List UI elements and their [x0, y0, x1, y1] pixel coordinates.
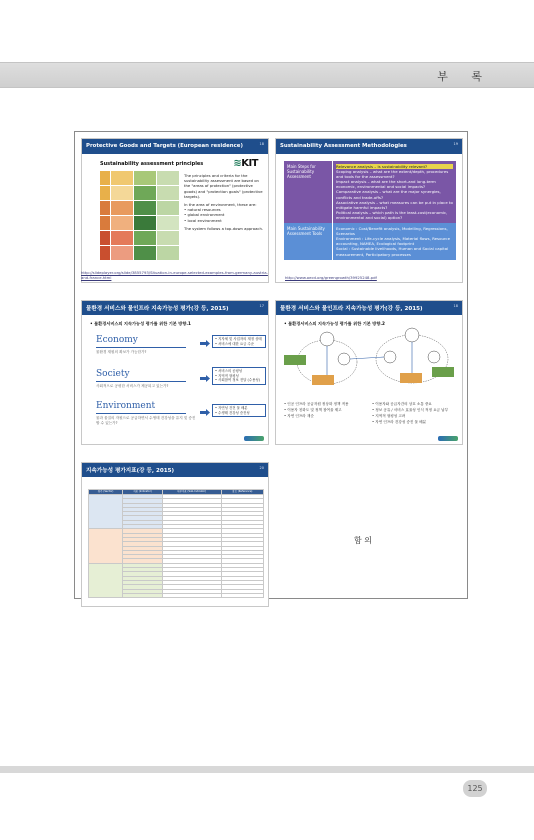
- left-notes: • 인공 인프라 공급자원 정상화 정책 적용 • 이용자 친화도 및 정책 참여율 제고 • 자연 인프라 재순: [284, 402, 349, 418]
- principles-text: The principles and criteria for the sustainability assessment are based on the "areas of protection" (protective goods) and "protection goals" (protective targets). In the area of environment, these are: • natural resources • global environment • local environment The system follows a top-down approach.: [184, 173, 264, 231]
- economy-heading: Economy: [96, 335, 138, 345]
- society-question: 사회적으로 공평한 서비스가 제공되고 있는가?: [96, 384, 169, 388]
- row-label: Main Sustainability Assessment Tools: [284, 223, 332, 260]
- arrow-right-icon: [200, 409, 210, 416]
- indicator-table: 평가 (Sector) 지표 (Indicator) 세부지표 (Sub-Indicator) 참조 (Reference): [88, 489, 264, 598]
- economy-criteria: • 지자체 및 사업자의 재정 상태 • 서비스에 대한 요금 수준: [212, 335, 266, 348]
- environment-criteria: • 자연성 건전 물 배분 • 수생태 건강성 증진성: [212, 404, 266, 417]
- arrow-right-icon: [200, 340, 210, 347]
- environment-heading: Environment: [96, 401, 156, 411]
- footer-band: [0, 766, 534, 773]
- implications-label: 함 의: [354, 536, 372, 545]
- society-criteria: • 서비스의 공평성 • 지역적 형평성 • 사회참여 정보 전달 (수용성): [212, 367, 266, 385]
- right-notes: • 이용자와 공급자간의 상호 소통 중요 • 정보 공유 / 서비스 효율성 인식 적정 요금 납부 • 지역적 형평성 고려 • 자연 인프라 건강성 증진 물 배분: [372, 402, 449, 424]
- slide-title: Sustainability Assessment Methodologies: [276, 139, 462, 154]
- economy-question: 물환경 재원의 확보가 가능한가?: [96, 350, 147, 354]
- principles-matrix: [100, 171, 180, 269]
- slide-bullet: • 물환경서비스의 지속가능성 평가를 위한 기본 방향.2: [284, 321, 385, 326]
- slide-bullet: • 물환경서비스의 지속가능성 평가를 위한 기본 방향.1: [90, 321, 191, 326]
- slide-esc-direction-1: 물환경 서비스와 물인프라 지속가능성 평가(강 등, 2015) 17 • 물환경서비스의 지속가능성 평가를 위한 기본 방향.1 Economy 물환경 재원의 확보가 가능한가? • 지자체 및 사업자의 재정 상태 • 서비스에 대한 요금 수준 Society 사회적으로 공평한 서비스가 제공되고 있는가? • 서비스의 공평성 • 지역적 형평성 • 사회참여 정보 전달 (수용성) Environment 물과 물질의 자원으로 공급하면서 수생태 건강성을 유지 및 증진할 수 있는가? • 자연성 건전 물 배분 • 수생태 건강성 증진성: [81, 300, 269, 445]
- slide-sheet: [74, 131, 468, 599]
- stakeholder-diagram: [282, 327, 458, 397]
- row-label: Main Steps for Sustainability Assessment: [284, 161, 332, 223]
- tools-list: Economic : Cost/Benefit analysis, Modelling, Regressions, Scenarios Environment : Life-cycle analysis, Material flows, Resource accounting, NAMEA, Ecological footprint Social : Sustainable livelihoods, Human and Social capital measurement, Participatory processes: [332, 223, 456, 260]
- steps-list: Relevance analysis – is sustainability relevant? Scoping analysis – what are the extent/depth, procedures and tools for the assessment? Impact analysis – what are the short-and long-term economic, environmental and social impacts? Comparative analysis – what are the major synergies, conflicts and trade-offs? Associative analysis – what measures can be put in place to mitigate harmful impacts? Political analysis – which path is the least-cost(economic, environmental and social) option?: [332, 161, 456, 223]
- slide-indicators: 지속가능성 평가지표(강 등, 2015) 20 평가 (Sector) 지표 (Indicator) 세부지표 (Sub-Indicator) 참조 (Reference): [81, 462, 269, 607]
- slide-title: 물환경 서비스와 물인프라 지속가능성 평가(강 등, 2015): [82, 301, 268, 315]
- source-link-2[interactable]: http://www.oecd.org/greengrowth/39925248.pdf: [285, 275, 377, 280]
- slide-subtitle: Sustainability assessment principles: [100, 161, 204, 167]
- methodology-table: [284, 161, 456, 260]
- footer-logo: [244, 436, 264, 441]
- appendix-header-band: [0, 62, 534, 88]
- kit-logo: ≋KIT: [233, 158, 258, 169]
- slide-esc-direction-2: 물환경 서비스와 물인프라 지속가능성 평가(강 등, 2015) 18 • 물환경서비스의 지속가능성 평가를 위한 기본 방향.2 • 인공 인프라 공급자원 정상화 정책 적용 • 이용자 친화도 및 정책 참여율 제고 • 자연 인프라 재순 • 이용자와 공급자간의 상호 소통 중요 • 정보 공유 / 서비스 효율성 인식 적정 요금 납부 • 지역적 형평성 고려 • 자연 인프라 건강성 증진 물 배분: [275, 300, 463, 445]
- page-number: 125: [463, 780, 487, 797]
- footer-logo: [438, 436, 458, 441]
- slide-protective-goods: Protective Goods and Targets (European residence) 18 Sustainability assessment principles ≋KIT The principles and criteria for the sustainability assessment are based on the "areas of protection" (protective goods) and "protection goals" (protective targets). In the area of environment, these are: • natural resources • global environment • local environment The system follows a top-down approach.: [81, 138, 269, 283]
- slide-title: 물환경 서비스와 물인프라 지속가능성 평가(강 등, 2015): [276, 301, 462, 315]
- appendix-label: 부 록: [437, 70, 492, 83]
- source-link-1[interactable]: http://slideplayer.org/slide/3855793/Situation-in-europe-selected-examples-from-germany-austria-and-france.html: [81, 270, 268, 280]
- slide-methodologies: Sustainability Assessment Methodologies 19 Main Steps for Sustainability Assessment Relevance analysis – is sustainability relevant? Scoping analysis – what are the extent/depth, procedures and tools for the assessment? Impact analysis – what are the short-and long-term economic, environmental and social impacts? Comparative analysis – what are the major synergies, conflicts and trade-offs? Associative analysis – what measures can be put in place to mitigate harmful impacts? Political analysis – which path is the least-cost(economic, environmental and social) option? Main Sustainability Assessment Tools Economic : Cost/Benefit analysis, Modelling, Regressions, Scenarios Environment : Life-cycle analysis, Material flows, Resource accounting, NAMEA, Ecological footprint Social : Sustainable livelihoods, Human and Social capital measurement, Participatory processes: [275, 138, 463, 283]
- environment-question: 물과 물질의 자원으로 공급하면서 수생태 건강성을 유지 및 증진할 수 있는가?: [96, 416, 196, 425]
- slide-title: 지속가능성 평가지표(강 등, 2015): [82, 463, 268, 477]
- arrow-right-icon: [200, 375, 210, 382]
- slide-title: Protective Goods and Targets (European residence): [82, 139, 268, 154]
- society-heading: Society: [96, 369, 130, 379]
